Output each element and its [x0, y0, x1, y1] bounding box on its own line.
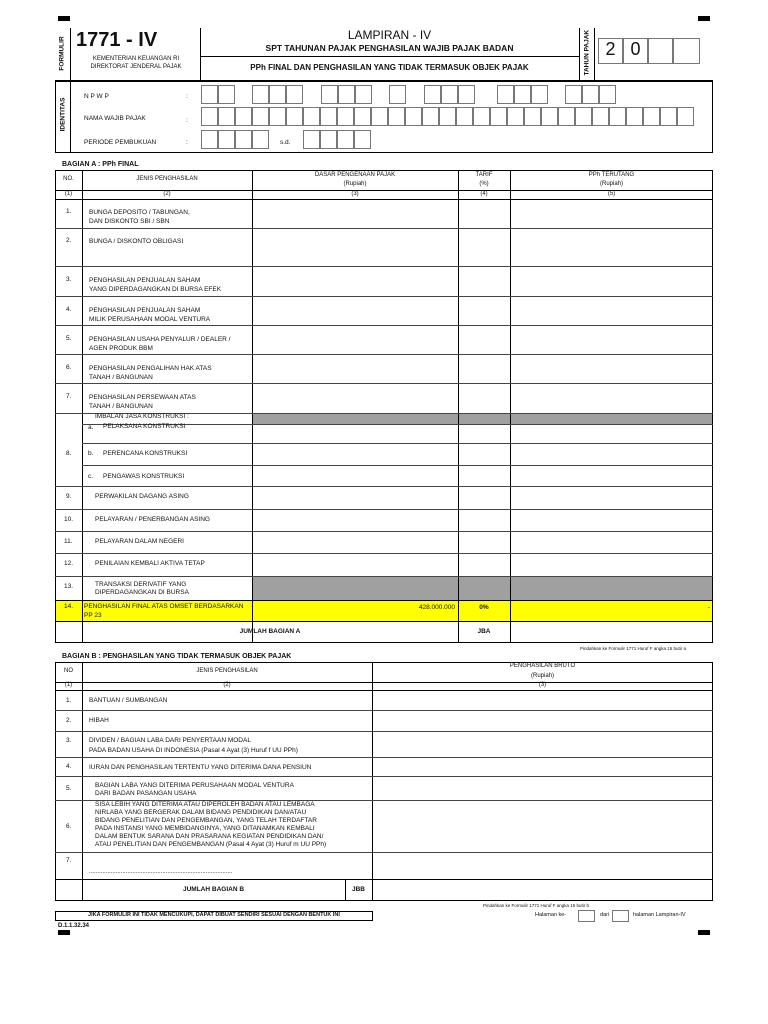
bagian-b-title: BAGIAN B : PENGHASILAN YANG TIDAK TERMASUK OBJEK PAJAK — [62, 653, 292, 660]
row-14-dasar-value[interactable]: 428.000.000 — [418, 604, 455, 611]
formulir-label: FORMULIR — [58, 36, 66, 71]
row-3-label-2: YANG DIPERDAGANGKAN DI BURSA EFEK — [89, 286, 222, 293]
name-char-box[interactable] — [575, 107, 592, 126]
name-char-box[interactable] — [286, 107, 303, 126]
b-row-1-label: BANTUAN / SUMBANGAN — [89, 697, 168, 704]
directorate-name: DIREKTORAT JENDERAL PAJAK — [90, 64, 182, 70]
col-dasar-header: DASAR PENGENAAN PAJAK — [314, 172, 396, 178]
npwp-digit-box[interactable] — [441, 85, 458, 104]
b-row-6-line-6: ATAU PENELITIAN DAN PENGEMBANGAN (Pasal 4 Ayat (3) Huruf m UU PPh) — [95, 841, 327, 848]
npwp-digit-box[interactable] — [252, 85, 269, 104]
npwp-digit-box[interactable] — [389, 85, 406, 104]
row-14-no: 14. — [64, 603, 74, 610]
registration-mark-bottom-right — [698, 930, 710, 935]
row-5-label-2: AGEN PRODUK BBM — [89, 345, 153, 352]
period-colon: : — [186, 139, 188, 146]
npwp-digit-box[interactable] — [269, 85, 286, 104]
name-char-box[interactable] — [592, 107, 609, 126]
b-row-7-dots[interactable]: ...................................................................................... — [89, 869, 233, 875]
name-char-box[interactable] — [235, 107, 252, 126]
b-row-2-no: 2. — [66, 717, 72, 724]
name-char-box[interactable] — [524, 107, 541, 126]
name-char-box[interactable] — [456, 107, 473, 126]
form-subtitle: PPh FINAL DAN PENGHASILAN YANG TIDAK TERMASUK OBJEK PAJAK — [250, 63, 529, 72]
row-7-no: 7. — [66, 393, 72, 400]
period-digit-box[interactable] — [201, 130, 218, 149]
b-row-6-line-2: NIRLABA YANG BERGERAK DALAM BIDANG PENDIDIKAN DAN/ATAU — [95, 809, 307, 816]
period-digit-box[interactable] — [354, 130, 371, 149]
row-9-label: PERWAKILAN DAGANG ASING — [95, 493, 189, 500]
row-8a-letter: a. — [88, 424, 94, 431]
b-col-number-2: (2) — [223, 682, 231, 688]
col-dasar-unit: (Rupiah) — [343, 181, 367, 187]
page-number-box[interactable] — [578, 910, 595, 922]
name-char-box[interactable] — [252, 107, 269, 126]
npwp-digit-box[interactable] — [218, 85, 235, 104]
name-char-box[interactable] — [303, 107, 320, 126]
npwp-digit-box[interactable] — [599, 85, 616, 104]
form-code: D.1.1.32.34 — [58, 923, 90, 929]
b-col-number-1: (1) — [64, 682, 73, 688]
row-13-label: TRANSAKSI DERIVATIF YANG — [95, 581, 187, 588]
col-number-2: (2) — [163, 191, 171, 197]
name-char-box[interactable] — [371, 107, 388, 126]
npwp-digit-box[interactable] — [531, 85, 548, 104]
b-col-bruto-header: PENGHASILAN BRUTO — [509, 663, 576, 669]
b-col-number-3: (3) — [538, 682, 547, 688]
row-14-label-2: PP 23 — [84, 612, 102, 619]
bagian-b-note: Pindahkan ke Formulir 1771 Huruf F angka 15 butir b — [483, 903, 590, 908]
b-col-jenis-header: JENIS PENGHASILAN — [196, 668, 258, 674]
row-8b-letter: b. — [88, 450, 94, 457]
b-row-3-no: 3. — [66, 737, 72, 744]
npwp-digit-box[interactable] — [514, 85, 531, 104]
row-12-label: PENILAIAN KEMBALI AKTIVA TETAP — [95, 560, 205, 567]
row-4-label-2: MILIK PERUSAHAAN MODAL VENTURA — [89, 316, 211, 323]
b-row-3-label-2: PADA BADAN USAHA DI INDONESIA (Pasal 4 Ayat (3) Huruf f UU PPh) — [89, 747, 298, 754]
halaman-label: Halaman ke- — [535, 912, 567, 918]
col-number-3: (3) — [351, 191, 359, 197]
row-7-label-2: TANAH / BANGUNAN — [89, 403, 153, 410]
name-char-box[interactable] — [507, 107, 524, 126]
registration-mark-top-right — [698, 16, 710, 21]
col-jenis-header: JENIS PENGHASILAN — [136, 176, 198, 182]
name-char-box[interactable] — [320, 107, 337, 126]
row-8-head: IMBALAN JASA KONSTRUKSI : — [95, 413, 189, 420]
col-pph-header: PPh TERUTANG — [588, 172, 635, 178]
period-digit-box[interactable] — [218, 130, 235, 149]
ministry-name: KEMENTERIAN KEUANGAN RI — [92, 56, 180, 62]
name-char-box[interactable] — [643, 107, 660, 126]
registration-mark-top-left — [58, 16, 70, 21]
name-char-box[interactable] — [439, 107, 456, 126]
npwp-digit-box[interactable] — [321, 85, 338, 104]
row-8-no: 8. — [66, 450, 72, 457]
npwp-digit-box[interactable] — [497, 85, 514, 104]
b-row-1-no: 1. — [66, 697, 72, 704]
npwp-digit-box[interactable] — [565, 85, 582, 104]
period-digit-box[interactable] — [235, 130, 252, 149]
row-2-no: 2. — [66, 237, 72, 244]
row-12-no: 12. — [64, 560, 74, 567]
row-6-no: 6. — [66, 364, 72, 371]
row8-header-shade — [252, 413, 712, 424]
b-row-6-line-3: BIDANG PENELITIAN DAN PENGEMBANGAN, YANG TELAH TERDAFTAR — [95, 817, 317, 824]
b-row-6-line-1: SISA LEBIH YANG DITERIMA ATAU DIPEROLEH BADAN ATAU LEMBAGA — [95, 801, 315, 808]
lampiran-title: LAMPIRAN - IV — [347, 28, 432, 42]
name-char-box[interactable] — [541, 107, 558, 126]
col-tarif-unit: (%) — [479, 181, 489, 187]
total-pages-box[interactable] — [612, 910, 629, 922]
b-col-no-header: NO — [64, 668, 73, 674]
period-label: PERIODE PEMBUKUAN — [84, 139, 157, 146]
npwp-digit-box[interactable] — [582, 85, 599, 104]
period-digit-box[interactable] — [337, 130, 354, 149]
bagian-a-title: BAGIAN A : PPh FINAL — [62, 161, 139, 168]
period-digit-box[interactable] — [320, 130, 337, 149]
jbb-label: JBB — [351, 886, 365, 893]
name-char-box[interactable] — [626, 107, 643, 126]
year-box-4[interactable] — [673, 38, 700, 64]
jba-label: JBA — [477, 628, 491, 635]
b-row-5-no: 5. — [66, 785, 72, 792]
row-13-no: 13. — [64, 583, 74, 590]
b-row-6-line-5: DALAM BENTUK SARANA DAN PRASARANA KEGIATAN PENDIDIKAN DAN/ — [95, 833, 324, 840]
period-digit-box[interactable] — [303, 130, 320, 149]
npwp-digit-box[interactable] — [286, 85, 303, 104]
npwp-digit-box[interactable] — [355, 85, 372, 104]
name-char-box[interactable] — [405, 107, 422, 126]
year-digit-2: 0 — [630, 39, 641, 59]
name-char-box[interactable] — [269, 107, 286, 126]
col-number-5: (5) — [607, 191, 616, 197]
name-char-box[interactable] — [388, 107, 405, 126]
year-box-3[interactable] — [648, 38, 673, 64]
row-14-label: PENGHASILAN FINAL ATAS OMSET BERDASARKAN — [84, 603, 244, 610]
name-char-box[interactable] — [201, 107, 218, 126]
row-4-no: 4. — [66, 306, 72, 313]
row-1-label: BUNGA DEPOSITO / TABUNGAN, — [89, 209, 190, 216]
col-no-header: NO. — [63, 176, 74, 182]
b-row-5-label: BAGIAN LABA YANG DITERIMA PERUSAHAAN MODAL VENTURA — [95, 782, 294, 789]
row-2-label: BUNGA / DISKONTO OBLIGASI — [89, 238, 184, 245]
npwp-digit-box[interactable] — [338, 85, 355, 104]
name-char-box[interactable] — [558, 107, 575, 126]
row-3-label: PENGHASILAN PENJUALAN SAHAM — [89, 277, 201, 284]
name-char-box[interactable] — [337, 107, 354, 126]
col-pph-unit: (Rupiah) — [599, 181, 623, 187]
row-3-no: 3. — [66, 276, 72, 283]
period-sd: s.d. — [280, 139, 291, 146]
b-row-6-no: 6. — [66, 823, 72, 830]
row-4-label: PENGHASILAN PENJUALAN SAHAM — [89, 307, 201, 314]
b-col-bruto-unit: (Rupiah) — [530, 673, 554, 679]
row13-shade — [252, 576, 712, 600]
row-8a-label: PELAKSANA KONSTRUKSI — [103, 423, 186, 430]
row-8c-letter: c. — [88, 473, 94, 480]
col-number-1: (1) — [64, 191, 73, 197]
col-number-4: (4) — [480, 191, 488, 197]
row-7-label: PENGHASILAN PERSEWAAN ATAS — [89, 394, 196, 401]
period-digit-box[interactable] — [252, 130, 269, 149]
row-8c-label: PENGAWAS KONSTRUKSI — [103, 473, 185, 480]
row-10-no: 10. — [64, 516, 74, 523]
name-char-box[interactable] — [354, 107, 371, 126]
row-11-no: 11. — [64, 538, 73, 545]
form-number: 1771 - IV — [76, 29, 158, 51]
npwp-digit-box[interactable] — [458, 85, 475, 104]
name-label: NAMA WAJIB PAJAK — [84, 115, 146, 122]
row-6-label: PENGHASILAN PENGALIHAN HAK ATAS — [89, 365, 212, 372]
row-1-label-2: DAN DISKONTO SBI / SBN — [89, 218, 170, 225]
row-13-label-2: DIPERDAGANGKAN DI BURSA — [95, 589, 189, 596]
name-char-box[interactable] — [473, 107, 490, 126]
b-row-5-label-2: DARI BADAN PASANGAN USAHA — [95, 790, 197, 797]
row-10-label: PELAYARAN / PENERBANGAN ASING — [95, 516, 210, 523]
row-14-pph-value[interactable]: - — [707, 604, 710, 611]
b-row-3-label: DIVIDEN / BAGIAN LABA DARI PENYERTAAN MODAL — [89, 737, 251, 744]
jumlah-bagian-a-label: JUMLAH BAGIAN A — [239, 628, 301, 635]
name-char-box[interactable] — [677, 107, 694, 126]
row-5-no: 5. — [66, 335, 72, 342]
row-1-no: 1. — [66, 208, 72, 215]
name-char-box[interactable] — [422, 107, 439, 126]
npwp-digit-box[interactable] — [424, 85, 441, 104]
row-6-label-2: TANAH / BANGUNAN — [89, 374, 153, 381]
b-row-6-line-4: PADA INSTANSI YANG MEMBIDANGINYA, YANG DITANAMKAN KEMBALI — [95, 825, 315, 832]
name-char-box[interactable] — [218, 107, 235, 126]
halaman-lampiran-label: halaman Lampiran-IV — [633, 912, 686, 918]
row-5-label: PENGHASILAN USAHA PENYALUR / DEALER / — [89, 336, 231, 343]
footer-notice: JIKA FORMULIR INI TIDAK MENCUKUPI, DAPAT DIBUAT SENDIRI SESUAI DENGAN BENTUK INI — [88, 912, 340, 918]
name-char-box[interactable] — [490, 107, 507, 126]
b-row-2-label: HIBAH — [89, 717, 109, 724]
name-colon: : — [186, 117, 188, 124]
npwp-label: N P W P — [84, 93, 109, 100]
name-char-box[interactable] — [660, 107, 677, 126]
b-row-4-label: IURAN DAN PENGHASILAN TERTENTU YANG DITERIMA DANA PENSIUN — [89, 764, 312, 771]
col-tarif-header: TARIF — [475, 172, 493, 178]
bagian-a-note: Pindahkan ke Formulir 1771 Huruf F angka 15 butir a — [580, 646, 687, 651]
jumlah-bagian-b-label: JUMLAH BAGIAN B — [182, 886, 245, 893]
form-title: SPT TAHUNAN PAJAK PENGHASILAN WAJIB PAJAK BADAN — [265, 43, 514, 53]
row-8b-label: PERENCANA KONSTRUKSI — [103, 450, 188, 457]
b-row-7-no: 7. — [66, 857, 72, 864]
npwp-colon: : — [186, 93, 188, 100]
npwp-digit-box[interactable] — [201, 85, 218, 104]
b-row-4-no: 4. — [66, 763, 72, 770]
row-11-label: PELAYARAN DALAM NEGERI — [95, 538, 184, 545]
year-digit-1: 2 — [605, 39, 616, 59]
tahun-pajak-label: TAHUN PAJAK — [583, 29, 591, 76]
name-char-box[interactable] — [609, 107, 626, 126]
dari-label: dari — [600, 912, 610, 918]
identitas-label: IDENTITAS — [59, 97, 67, 132]
row-9-no: 9. — [66, 493, 72, 500]
row-14-tarif-value[interactable]: 0% — [479, 604, 489, 611]
